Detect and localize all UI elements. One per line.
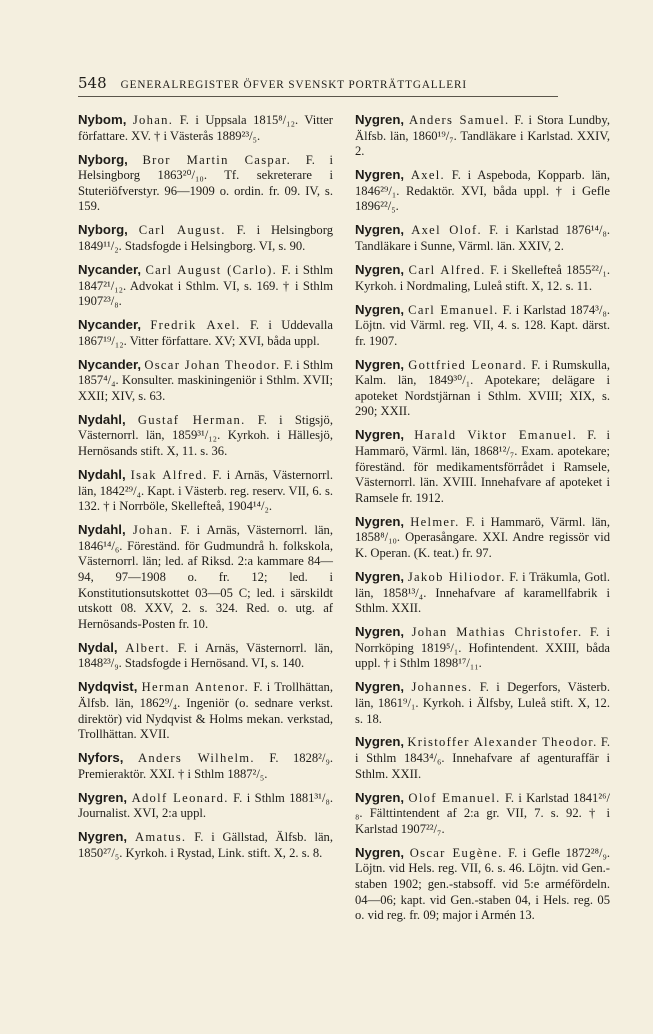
register-entry	[78, 357, 333, 405]
entry-given-names: Johan.	[132, 113, 174, 127]
entry-details: F. i Stigsjö, Västernorrl. län, 1859³¹/₁₂. Kyrkoh. i Hällesjö, Hernösands stift. X, 11. s. 36.	[78, 412, 333, 459]
entry-details: F. i Uddevalla 1867¹⁹/₁₂. Vitter författare. XV; XVI, båda uppl.	[78, 318, 333, 348]
entry-surname: Nyborg,	[78, 222, 128, 238]
entry-details: F. i Träkumla, Gotl. län, 1858¹³/₄. Innehafvare af karamellfabrik i Sthlm. XXII.	[355, 569, 610, 616]
entry-surname: Nyborg,	[78, 151, 128, 167]
entry-details: F. i Karlstad 1874³/₈. Löjtn. vid Värml. reg. VII, 4. s. 128. Kapt. därst. fr. 1907.	[355, 302, 610, 348]
register-entry	[78, 222, 333, 254]
entry-given-names: Harald Viktor Emanuel.	[414, 428, 578, 443]
entry-surname: Nydahl,	[78, 522, 126, 538]
entry-details: F. i Karlstad 1841²⁶/₈. Fälttintendent af 2:a gr. VII, 7. s. 92. † i Karlstad 1907²²/₇.	[355, 790, 611, 836]
entry-details: F. i Karlstad 1876¹⁴/₈. Tandläkare i Sunne, Värml. län. XXIV, 2.	[355, 223, 610, 253]
entry-surname: Nydal,	[78, 639, 118, 655]
entry-surname: Nygren,	[355, 624, 405, 640]
entry-given-names: Kristoffer Alexander Theodor.	[407, 735, 598, 750]
register-entry	[78, 790, 333, 822]
entry-details: F. i Arnäs, Västernorrl. län, 1848²³/₉. Stadsfogde i Hernösand. VI, s. 140.	[78, 640, 333, 671]
entry-given-names: Jakob Hiliodor.	[407, 569, 506, 584]
register-entry	[355, 302, 610, 350]
entry-surname: Nygren,	[78, 829, 128, 845]
entry-details: F. i Sthlm 1881³¹/₈. Journalist. XVI, 2:a uppl.	[78, 790, 333, 821]
entry-given-names: Johan Mathias Christofer.	[411, 625, 583, 640]
entry-given-names: Carl August (Carlo).	[145, 262, 278, 277]
register-entry	[355, 357, 610, 420]
register-entry	[355, 167, 610, 215]
entry-details: F. i Sthlm 1857⁴/₄. Konsulter. maskiningeniör i Sthlm. XVII; XXII; XIV, s. 63.	[78, 357, 333, 403]
entry-surname: Nycander,	[78, 317, 142, 333]
entry-given-names: Helmer.	[410, 514, 460, 529]
register-entry	[355, 845, 610, 924]
entry-surname: Nycander,	[78, 356, 142, 372]
entry-given-names: Anders Samuel.	[409, 113, 510, 127]
register-entry	[78, 640, 333, 672]
entry-surname: Nyfors,	[78, 750, 124, 766]
register-entry	[78, 829, 333, 861]
left-column	[78, 112, 333, 869]
register-entry	[355, 679, 610, 727]
register-entry	[78, 112, 333, 144]
entry-given-names: Carl August.	[138, 223, 226, 238]
register-entry	[355, 427, 610, 506]
entry-given-names: Johan.	[132, 523, 174, 538]
entry-given-names: Isak Alfred.	[130, 468, 208, 483]
register-entry	[78, 152, 333, 215]
register-entry	[355, 514, 610, 562]
entry-details: F. 1828²/₉. Premieraktör. XXI. † i Sthlm 1887²/₅.	[78, 751, 333, 781]
register-entry	[355, 262, 610, 294]
entry-details: F. i Arnäs, Västernorrl. län, 1842²⁹/₄. Kapt. i Västerb. reg. reserv. VII, 6. s. 132. † i Norrböle, Skellefteå, 1904¹⁴/₂.	[78, 468, 333, 514]
entry-given-names: Herman Antenor.	[141, 680, 250, 695]
entry-given-names: Axel.	[410, 168, 446, 183]
entry-surname: Nygren,	[355, 844, 405, 860]
entry-details: F. i Arnäs, Västernorrl. län, 1846¹⁴/₆. Föreständ. för Gudmundrå h. folkskola, Västernorrl. län; led. af Riksd. 2:a kammare 84—94, 97—1908 o. fr. 12; led. i Konstitutionsutskottet 03—05 C; led. i särskildt utskott 08. XXV, 2. s. 324. Red. o. utg. af Hernösands-Posten fr. 10.	[78, 523, 333, 631]
right-column	[355, 112, 610, 931]
register-entry	[355, 112, 610, 160]
entry-surname: Nydahl,	[78, 467, 126, 483]
entry-given-names: Albert.	[125, 640, 170, 655]
entry-surname: Nycander,	[78, 261, 142, 277]
entry-details: F. i Rumskulla, Kalm. län, 1849³⁰/₁. Apotekare; delägare i apoteket Nordstjärnan i Sthlm. XVIII; XIX, s. 290; XXII.	[355, 357, 610, 419]
register-entry	[78, 262, 333, 310]
entry-given-names: Gottfried Leonard.	[408, 357, 528, 372]
page-number: 548	[78, 74, 107, 92]
register-entry	[355, 734, 610, 782]
header-rule	[78, 96, 558, 97]
entry-surname: Nygren,	[355, 112, 405, 127]
entry-details: F. i Hammarö, Värml. län, 1858⁸/₁₀. Operasångare. XXI. Andre regissör vid K. Operan. (K. teat.) fr. 97.	[355, 514, 611, 560]
entry-surname: Nygren,	[355, 568, 405, 584]
register-entry	[355, 624, 610, 672]
register-entry	[78, 467, 333, 515]
entry-given-names: Oscar Johan Theodor.	[144, 357, 281, 372]
entry-details: F. i Norrköping 1819⁵/₁. Hofintendent. XXIII, båda uppl. † i Sthlm 1898¹⁷/₁₁.	[355, 625, 610, 671]
register-entry	[78, 750, 333, 782]
entry-surname: Nybom,	[78, 112, 127, 127]
entry-details: F. i Gällstad, Älfsb. län, 1850²⁷/₅. Kyrkoh. i Rystad, Link. stift. X, 2. s. 8.	[78, 830, 333, 860]
entry-surname: Nygren,	[355, 789, 405, 805]
entry-details: F. i Helsingborg 1849¹¹/₂. Stadsfogde i Helsingborg. VI, s. 90.	[78, 223, 333, 253]
entry-details: F. i Sthlm 1843⁴/₆. Innehafvare af agenturaffär i Sthlm. XXII.	[355, 735, 610, 781]
entry-given-names: Amatus.	[134, 830, 187, 845]
entry-given-names: Fredrik Axel.	[150, 318, 241, 333]
register-entry	[355, 790, 610, 838]
entry-given-names: Axel Olof.	[411, 223, 482, 238]
entry-given-names: Oscar Eugène.	[409, 845, 503, 860]
register-entry	[355, 222, 610, 254]
entry-given-names: Johannes.	[411, 680, 473, 695]
entry-details: F. i Degerfors, Västerb. län, 1861⁹/₁. Kyrkoh. i Älfsby, Luleå stift. X, 12. s. 18.	[355, 680, 610, 726]
entry-details: F. i Hammarö, Värml. län, 1868¹²/₇. Exam. apotekare; föreständ. för medikamentsförrådet i Ramsele, Västernorrl. län. XVIII. Innehafvare af apoteket i Ramsele fr. 1912.	[355, 428, 611, 505]
entry-given-names: Carl Alfred.	[408, 262, 486, 277]
entry-given-names: Olof Emanuel.	[408, 790, 501, 805]
entry-details: F. i Skellefteå 1855²²/₁. Kyrkoh. i Nordmaling, Luleå stift. X, 12. s. 11.	[355, 262, 610, 293]
register-entry	[78, 412, 333, 460]
register-entry	[78, 317, 333, 349]
entry-details: F. i Aspeboda, Kopparb. län, 1846²⁹/₁. Redaktör. XVI, båda uppl. † i Gefle 1896²²/₅.	[355, 168, 610, 214]
entry-surname: Nygren,	[355, 301, 405, 317]
entry-surname: Nygren,	[355, 513, 405, 529]
entry-surname: Nygren,	[355, 167, 405, 183]
entry-details: F. i Stora Lundby, Älfsb. län, 1860¹⁹/₇. Tandläkare i Karlstad. XXIV, 2.	[355, 113, 610, 159]
entry-surname: Nydqvist,	[78, 679, 138, 695]
entry-surname: Nygren,	[355, 222, 405, 238]
entry-details: F. i Trollhättan, Älfsb. län, 1862⁹/₄. Ingeniör (o. sednare verkst. direktör) vid Nydqvist & Holms mekan. verkstad, Trollhättan. XVII.	[78, 680, 333, 742]
register-entry	[78, 679, 333, 742]
entry-surname: Nygren,	[355, 261, 405, 277]
entry-surname: Nygren,	[355, 734, 405, 750]
entry-surname: Nygren,	[355, 679, 405, 695]
entry-surname: Nygren,	[78, 789, 128, 805]
entry-details: F. i Sthlm 1847²¹/₁₂. Advokat i Sthlm. VI, s. 169. † i Sthlm 1907²³/₈.	[78, 262, 333, 309]
page-header	[78, 74, 558, 92]
entry-surname: Nygren,	[355, 356, 405, 372]
entry-surname: Nydahl,	[78, 411, 126, 427]
entry-given-names: Adolf Leonard.	[131, 790, 229, 805]
register-entry	[78, 522, 333, 632]
register-entry	[355, 569, 610, 617]
entry-given-names: Bror Martin Caspar.	[142, 152, 292, 167]
entry-details: F. i Helsingborg 1863²⁰/₁₀. Tf. sekreterare i Stuteriöfverstyr. 96—1909 o. ordin. fr. 09. IV, s. 159.	[78, 152, 333, 214]
entry-details: F. i Uppsala 1815⁸/₁₂. Vitter författare. XV. † i Västerås 1889²³/₅.	[78, 113, 333, 143]
entry-surname: Nygren,	[355, 427, 405, 443]
entry-given-names: Anders Wilhelm.	[137, 751, 255, 766]
running-title: GENERALREGISTER ÖFVER SVENSKT PORTRÄTTGALLERI	[120, 79, 467, 91]
entry-details: F. i Gefle 1872²⁸/₉. Löjtn. vid Hels. reg. VII, 6. s. 46. Löjtn. vid Gen.-staben 1902; gen.-stabsoff. vid 5:e arméfördeln. 04—06; kapt. vid Gen.-staben 04, i Hels. reg. 05 o. vid reg. fr. 09; major i Armén 13.	[355, 845, 610, 923]
entry-given-names: Carl Emanuel.	[408, 302, 499, 317]
entry-given-names: Gustaf Herman.	[137, 412, 246, 427]
